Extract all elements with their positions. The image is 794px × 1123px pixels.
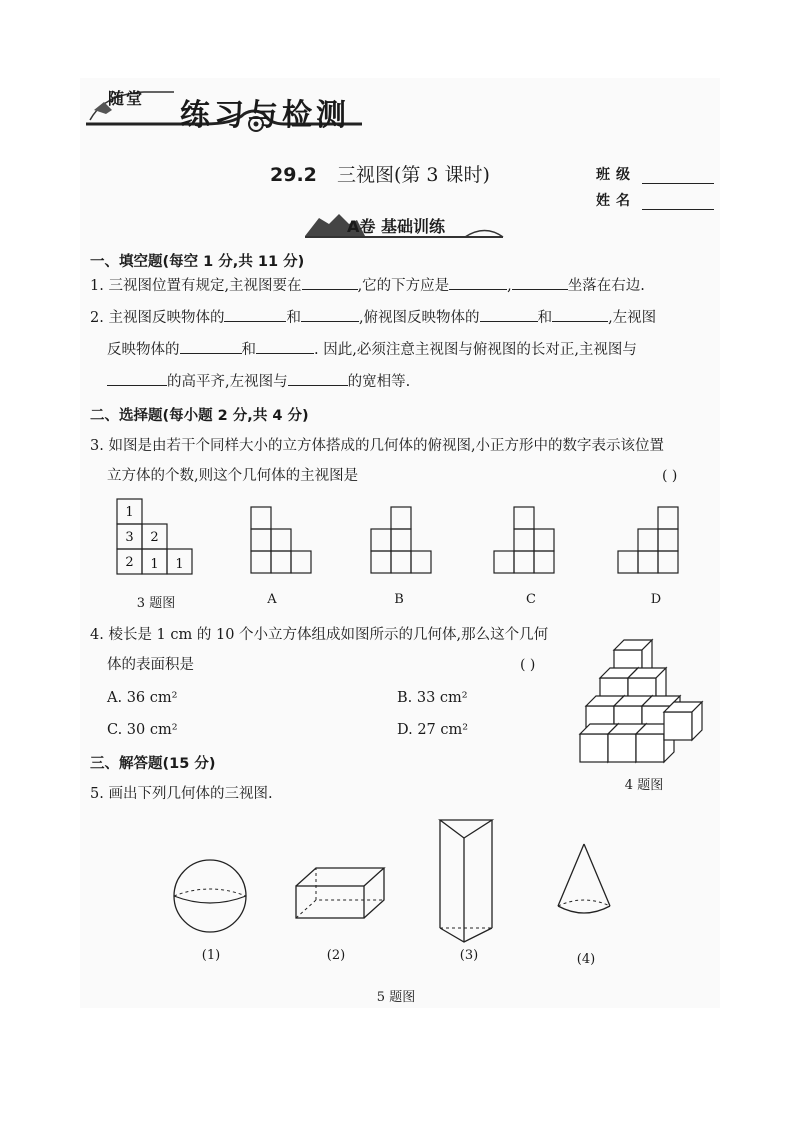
question-4-line-1: 4. 棱长是 1 cm 的 10 个小立方体组成如图所示的几何体,那么这个几何 [90, 627, 549, 643]
q1-text-b: ,它的下方应是 [357, 278, 450, 294]
question-5: 5. 画出下列几何体的三视图. [90, 786, 273, 802]
q1-blank-2[interactable] [449, 274, 507, 290]
q3-option-b-figure [370, 506, 434, 576]
q3-option-a[interactable]: A [267, 592, 277, 607]
question-3-line-1: 3. 如图是由若干个同样大小的立方体搭成的几何体的俯视图,小正方形中的数字表示该位置 [90, 438, 665, 454]
q5-label-1: (1) [201, 948, 221, 963]
q5-label-3: (3) [459, 948, 479, 963]
q5-triangular-prism-figure [434, 816, 504, 946]
name-field [596, 190, 714, 210]
q2-blank-3[interactable] [480, 306, 538, 322]
q3-option-d-figure [617, 506, 681, 576]
q3-option-c-figure [493, 506, 557, 576]
class-field [596, 164, 714, 184]
q4-option-c[interactable]: C. 30 cm² [107, 722, 178, 738]
grid-cell-number: 1 [125, 505, 134, 520]
q4-figure-label: 4 题图 [624, 778, 664, 793]
section-choice: 二、选择题(每小题 2 分,共 4 分) [90, 408, 309, 424]
q2-blank-8[interactable] [288, 370, 348, 386]
q5-figure-label: 5 题图 [376, 990, 416, 1005]
q2-blank-4[interactable] [552, 306, 608, 322]
grid-cell-number: 3 [125, 530, 134, 545]
question-2-line-1 [90, 306, 656, 328]
q2-text-b: 和 [286, 310, 301, 326]
lesson-title: 三视图(第 3 课时) [336, 164, 490, 186]
q2-text-i: 的高平齐,左视图与 [167, 374, 288, 390]
banner-label: A卷 基础训练 [347, 217, 445, 236]
section-banner [305, 210, 505, 240]
q4-option-d[interactable]: D. 27 cm² [397, 722, 469, 738]
q1-blank-1[interactable] [302, 274, 358, 290]
q2-text-g: 和 [241, 342, 256, 358]
q2-blank-2[interactable] [301, 306, 359, 322]
brand-title: 练习与检测 [180, 98, 350, 133]
q2-text-f: 反映物体的 [107, 342, 180, 358]
q1-blank-3[interactable] [512, 274, 568, 290]
section-fill-in: 一、填空题(每空 1 分,共 11 分) [90, 254, 305, 270]
lesson-number: 29.2 [270, 164, 317, 186]
q5-label-2: (2) [326, 948, 346, 963]
question-2-line-3 [107, 370, 410, 392]
q4-answer-paren[interactable]: ( ) [520, 657, 536, 673]
q5-label-4: (4) [576, 952, 596, 967]
q3-option-b[interactable]: B [394, 592, 404, 607]
q1-text-c: , [507, 278, 512, 294]
question-1 [90, 274, 645, 296]
q2-blank-6[interactable] [256, 338, 314, 354]
grid-cell-number: 1 [175, 557, 184, 572]
grid-cell-number: 1 [150, 557, 159, 572]
q2-text-e: ,左视图 [608, 310, 657, 326]
q1-text-a: 1. 三视图位置有规定,主视图要在 [90, 278, 302, 294]
section-answer: 三、解答题(15 分) [90, 756, 216, 772]
page-title [270, 160, 490, 187]
q2-text-a: 2. 主视图反映物体的 [90, 310, 225, 326]
q2-blank-1[interactable] [224, 306, 286, 322]
q2-blank-5[interactable] [180, 338, 242, 354]
question-3-line-2: 立方体的个数,则这个几何体的主视图是 [107, 468, 359, 484]
q3-option-d[interactable]: D [650, 592, 662, 607]
q5-cuboid-figure [294, 866, 394, 922]
q1-text-d: 坐落在右边. [567, 278, 645, 294]
q3-answer-paren[interactable]: ( ) [662, 468, 678, 484]
grid-cell-number: 2 [150, 530, 159, 545]
class-blank[interactable] [642, 169, 714, 184]
q5-cone-figure [554, 842, 620, 922]
q2-text-d: 和 [537, 310, 553, 326]
brand-suitang: 随堂 [108, 89, 145, 108]
q3-option-c[interactable]: C [526, 592, 536, 607]
question-4-line-2: 体的表面积是 [107, 657, 194, 673]
q4-option-b[interactable]: B. 33 cm² [397, 690, 468, 706]
q2-blank-7[interactable] [107, 370, 167, 386]
class-label: 班级 [596, 167, 636, 183]
q2-text-h: . 因此,必须注意主视图与俯视图的长对正,主视图与 [314, 342, 637, 358]
q2-text-c: ,俯视图反映物体的 [358, 310, 480, 326]
q4-option-a[interactable]: A. 36 cm² [107, 690, 178, 706]
q2-text-j: 的宽相等. [347, 374, 411, 390]
q3-top-view-grid [116, 498, 198, 582]
q5-sphere-figure [172, 858, 252, 938]
q3-figure-label: 3 题图 [136, 596, 176, 611]
name-label: 姓名 [596, 193, 636, 209]
name-blank[interactable] [642, 195, 714, 210]
grid-cell-number: 2 [125, 555, 134, 570]
q3-option-a-figure [250, 506, 314, 576]
q4-cube-stack-figure [576, 630, 706, 770]
question-2-line-2 [107, 338, 637, 360]
